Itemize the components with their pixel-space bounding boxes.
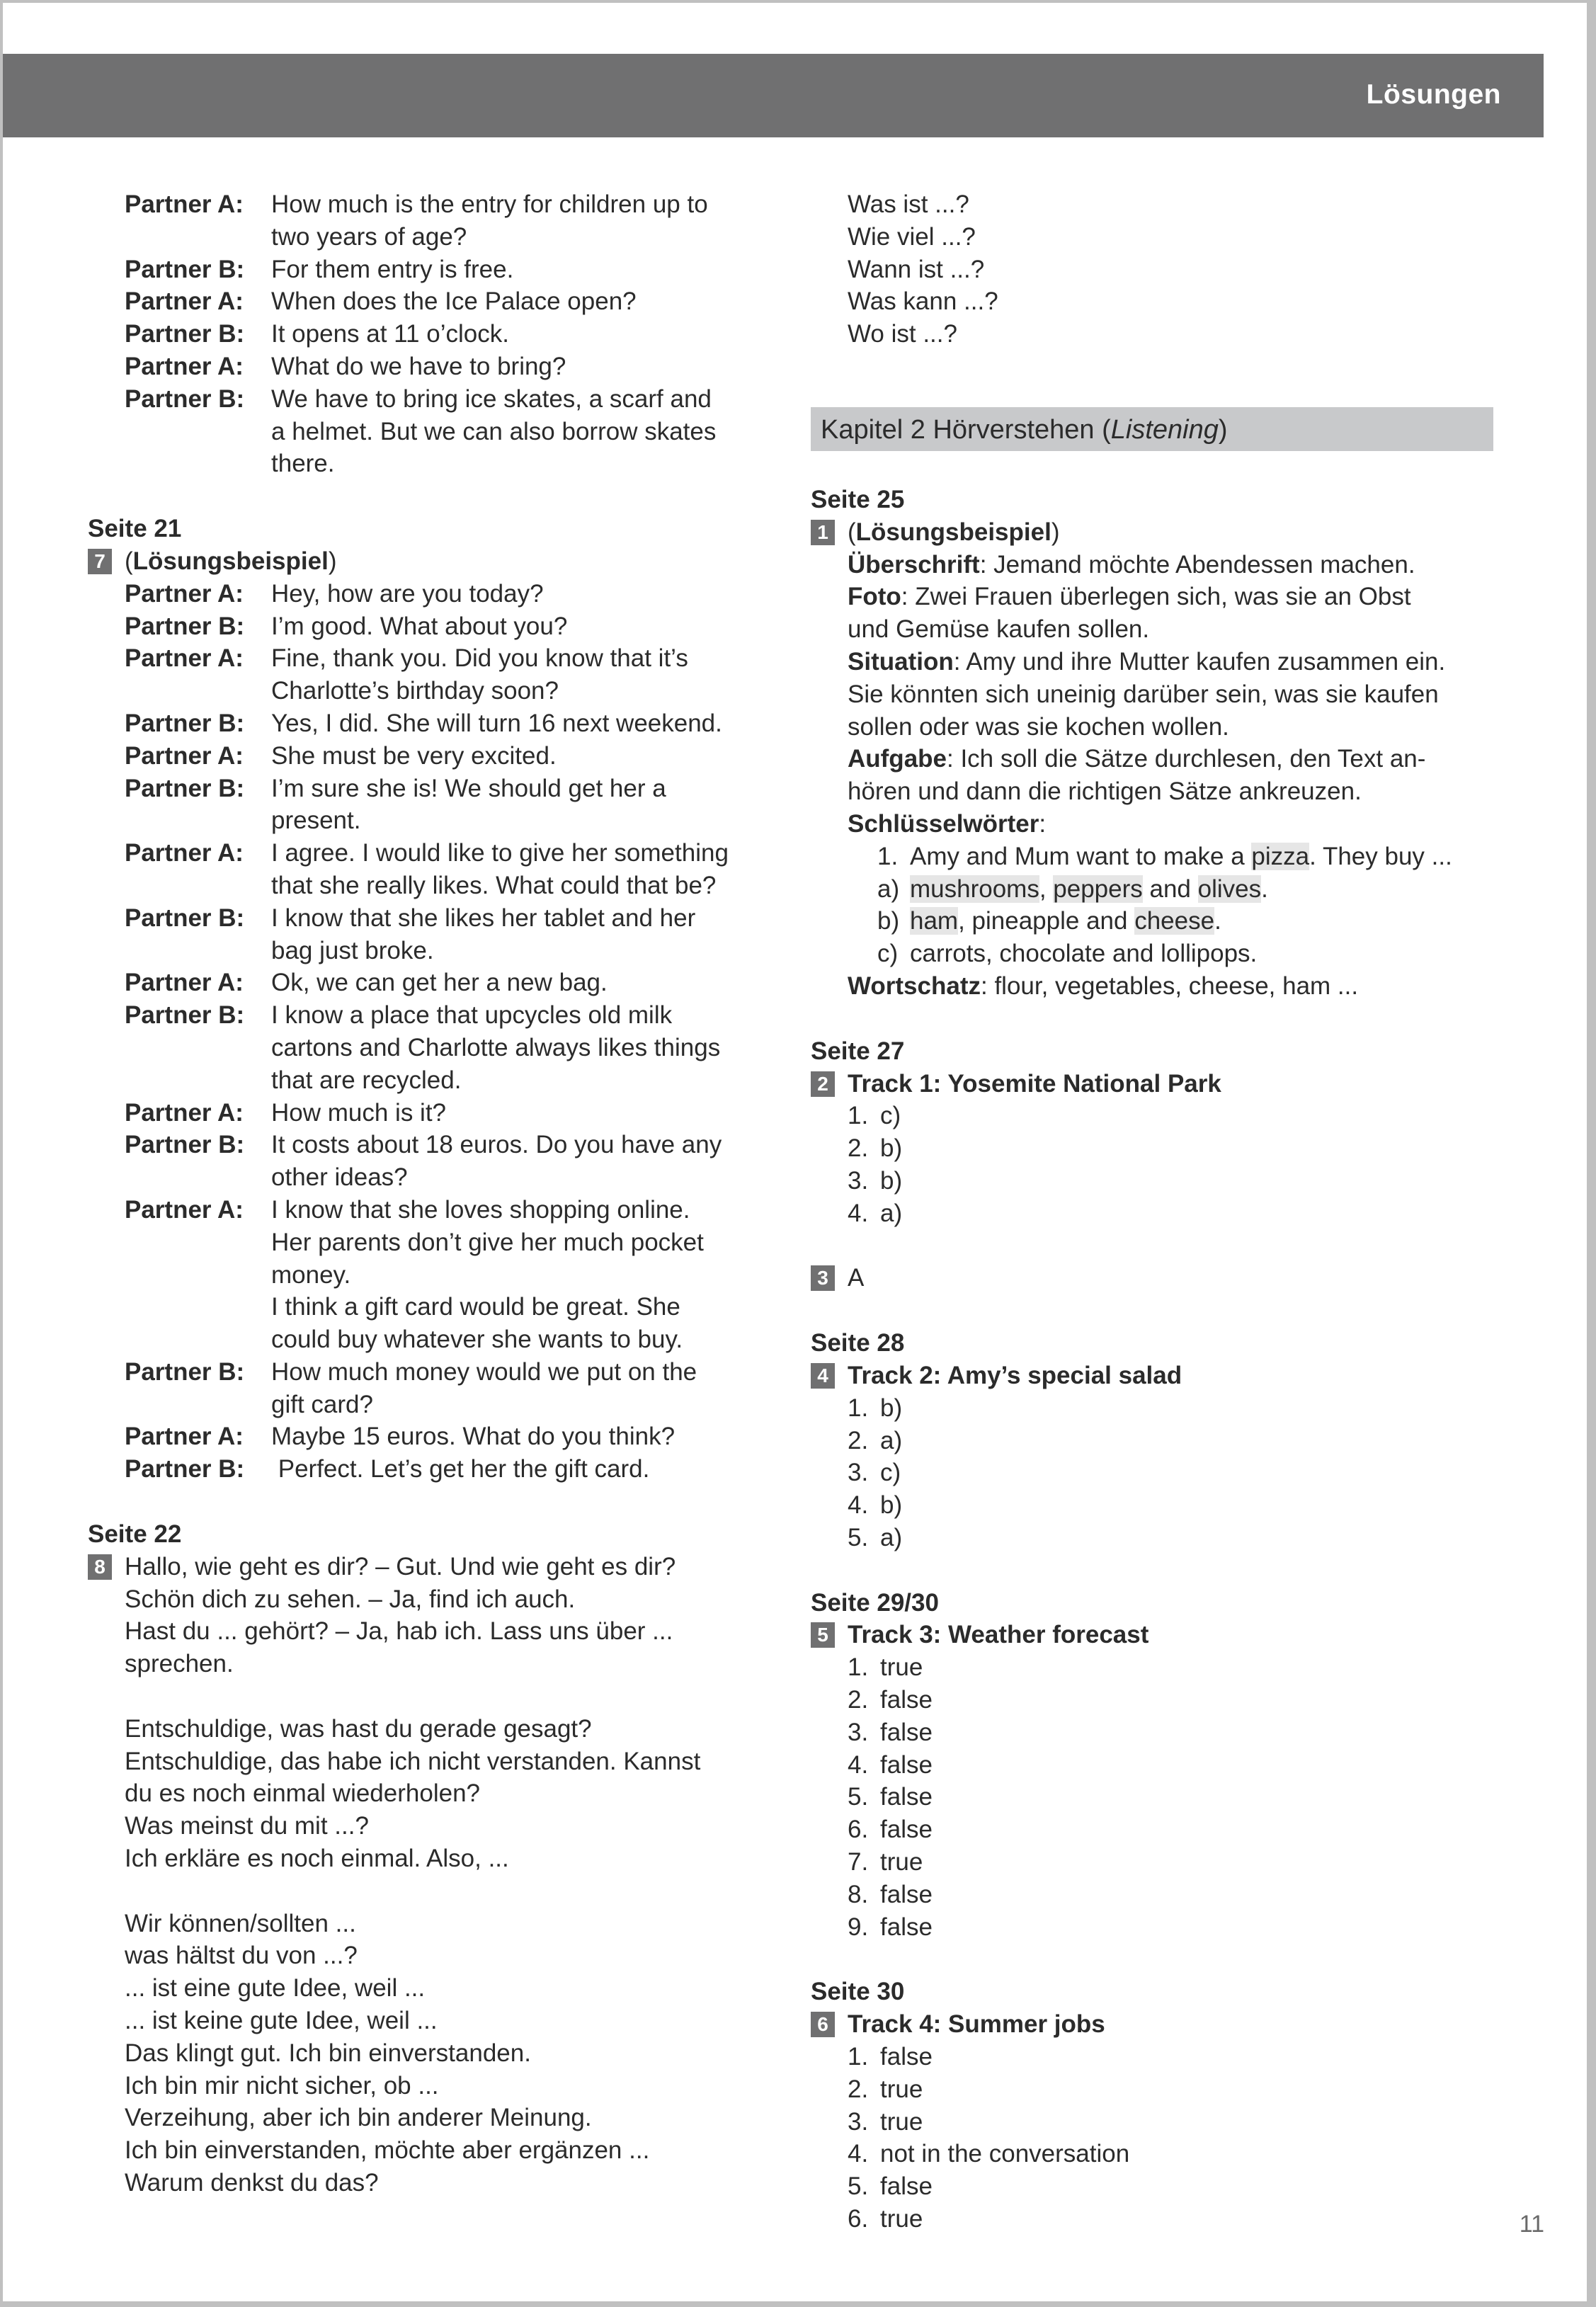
phrase-line: Warum denkst du das?: [125, 2169, 379, 2197]
foto-line-cont: und Gemüse kaufen sollen.: [848, 615, 1150, 644]
answer-number: 2.: [848, 1134, 869, 1163]
utterance-line: It opens at 11 o’clock.: [271, 320, 509, 348]
dialog-turn: [125, 383, 782, 480]
intro-dialog: [125, 188, 782, 480]
answer-value: A: [848, 1264, 865, 1292]
utterance-line: gift card?: [271, 1390, 373, 1418]
dialog-turn: [125, 773, 782, 838]
answer-number: 3.: [848, 2107, 869, 2136]
answer-item: [848, 1522, 1498, 1554]
phrase-line: Das klingt gut. Ich bin einverstanden.: [125, 2039, 531, 2067]
exercise-header: [88, 545, 782, 578]
phrase-line: du es noch einmal wiederholen?: [125, 1779, 480, 1808]
speaker-label: Partner A:: [125, 352, 244, 380]
answer-item: [848, 1165, 1498, 1197]
dialog-turn: [125, 1453, 782, 1486]
exercise-header: [88, 1551, 782, 1583]
answer-number: 1.: [848, 2043, 869, 2071]
answer-item: [848, 2170, 1498, 2203]
dialog-turn: [125, 1356, 782, 1421]
answer-value: a): [880, 1426, 903, 1454]
answer-value: b): [880, 1394, 903, 1422]
section-heading: Seite 29/30: [811, 1588, 939, 1617]
header-title: Lösungen: [1366, 79, 1501, 110]
speaker-label: Partner B:: [125, 1357, 245, 1386]
answer-item: [848, 1781, 1498, 1813]
section-heading: Seite 30: [811, 1978, 905, 2006]
answer-list: [848, 1651, 1498, 1943]
utterance-line: present.: [271, 807, 361, 835]
answer-value: false: [880, 1913, 933, 1941]
answer-value: false: [880, 2043, 933, 2071]
utterance: [271, 773, 782, 838]
utterance-line: I’m good. What about you?: [271, 612, 568, 640]
utterance-line: there.: [271, 450, 335, 478]
answer-value: false: [880, 1816, 933, 1844]
answer-number: 4.: [848, 1491, 869, 1520]
answer-number: 1.: [848, 1653, 869, 1682]
exercise-badge: 5: [811, 1622, 835, 1648]
utterance-line: I know that she loves shopping online.: [271, 1195, 690, 1224]
answer-value: c): [880, 1102, 901, 1130]
answer-item: [848, 1749, 1498, 1782]
phrase-line: ... ist keine gute Idee, weil ...: [125, 2007, 438, 2035]
answer-item: [848, 1651, 1498, 1684]
speaker-label: Partner B:: [125, 384, 245, 413]
exercise-title: Track 3: Weather forecast: [848, 1621, 1149, 1649]
utterance: [271, 578, 782, 610]
answer-item: [848, 1197, 1498, 1230]
utterance-line: How much is it?: [271, 1098, 447, 1127]
utterance: [271, 707, 782, 740]
question-line: Wo ist ...?: [848, 320, 957, 348]
answer-number: 5.: [848, 2172, 869, 2201]
answer-value: true: [880, 2205, 923, 2233]
answer-number: 1.: [848, 1394, 869, 1422]
answer-number: 2.: [848, 1686, 869, 1714]
dialog-turn: [125, 967, 782, 999]
answer-item: [848, 1684, 1498, 1716]
utterance: [271, 1356, 782, 1421]
left-column: [88, 188, 782, 2199]
speaker-label: Partner B:: [125, 320, 245, 348]
speaker-label: Partner A:: [125, 839, 244, 867]
keyword-highlight: ham: [910, 907, 959, 935]
answer-number: 4.: [848, 1750, 869, 1779]
speaker-label: Partner B:: [125, 255, 245, 283]
answer-number: 5.: [848, 1523, 869, 1551]
speaker-label: Partner A:: [125, 644, 244, 673]
section-heading: Seite 28: [811, 1329, 905, 1357]
answer-value: true: [880, 1653, 923, 1682]
answer-number: 3.: [848, 1459, 869, 1487]
keyword-highlight: olives: [1197, 875, 1262, 903]
utterance-line: How much money would we put on the: [271, 1357, 697, 1386]
answer-list: [848, 1100, 1498, 1229]
section-heading: Seite 27: [811, 1037, 905, 1065]
keyword-highlight: peppers: [1053, 875, 1143, 903]
dialog-turn: [125, 1194, 782, 1356]
utterance-line: two years of age?: [271, 222, 467, 251]
situation-line-cont: Sie könnten sich uneinig darüber sein, was sie kaufen: [848, 680, 1439, 708]
keyword-highlight: cheese: [1134, 907, 1215, 935]
answer-value: b): [880, 1134, 903, 1163]
exercise-title: Track 2: Amy’s special salad: [848, 1361, 1182, 1389]
utterance-line: What do we have to bring?: [271, 352, 566, 380]
situation-line-cont: sollen oder was sie kochen wollen.: [848, 712, 1229, 741]
dialog-turn: [125, 740, 782, 773]
question-line: Was kann ...?: [848, 287, 998, 316]
dialog-turn: [125, 318, 782, 351]
speaker-label: Partner A:: [125, 969, 244, 997]
keyword-item: b) ham, pineapple and cheese.: [877, 907, 1221, 935]
answer-value: false: [880, 2172, 933, 2201]
exercise-badge: 4: [811, 1363, 835, 1389]
exercise-badge: 8: [88, 1554, 112, 1580]
utterance-line: Ok, we can get her a new bag.: [271, 969, 608, 997]
answer-item: [848, 1392, 1498, 1425]
dialog-turn: [125, 188, 782, 254]
speaker-label: Partner A:: [125, 190, 244, 218]
phrase-line: Verzeihung, aber ich bin anderer Meinung.: [125, 2104, 592, 2132]
speaker-label: Partner A:: [125, 579, 244, 608]
utterance-line: cartons and Charlotte always likes things: [271, 1033, 721, 1061]
phrase-line: ... ist eine gute Idee, weil ...: [125, 1974, 426, 2003]
utterance: [271, 610, 782, 643]
question-line: Wie viel ...?: [848, 222, 976, 251]
answer-value: true: [880, 1848, 923, 1876]
exercise-header: [811, 2008, 1498, 2041]
dialog-turn: [125, 642, 782, 707]
utterance: [271, 1097, 782, 1129]
dialog-turn: [125, 254, 782, 286]
answer-number: 2.: [848, 1426, 869, 1454]
answer-list: [848, 1392, 1498, 1554]
utterance-line: I’m sure she is! We should get her a: [271, 774, 666, 802]
answer-value: a): [880, 1523, 903, 1551]
utterance-line: I know a place that upcycles old milk: [271, 1001, 673, 1030]
section-heading: Seite 22: [88, 1520, 182, 1549]
aufgabe-line: Aufgabe: Ich soll die Sätze durchlesen, den Text an-: [848, 745, 1426, 773]
utterance-line: How much is the entry for children up to: [271, 190, 708, 218]
dialog-turn: [125, 1097, 782, 1129]
dialog-seite-21: [125, 578, 782, 1486]
question-list: [848, 188, 1498, 351]
exercise-badge: 3: [811, 1265, 835, 1291]
utterance-line: I agree. I would like to give her something: [271, 839, 729, 867]
foto-line: Foto: Zwei Frauen überlegen sich, was sie an Obst: [848, 583, 1411, 611]
utterance-line: Perfect. Let’s get her the gift card.: [271, 1455, 650, 1483]
answer-value: false: [880, 1783, 933, 1811]
utterance-line: bag just broke.: [271, 936, 434, 964]
utterance: [271, 1420, 782, 1453]
utterance-line: When does the Ice Palace open?: [271, 287, 637, 316]
answer-item: [848, 1813, 1498, 1846]
answer-item: [848, 2106, 1498, 2138]
dialog-turn: [125, 351, 782, 383]
phrase-line: Hast du ... gehört? – Ja, hab ich. Lass uns über ...: [125, 1617, 673, 1646]
answer-item: [848, 1132, 1498, 1165]
speaker-label: Partner B:: [125, 774, 245, 802]
answer-item: [848, 1846, 1498, 1879]
exercise-badge: 6: [811, 2012, 835, 2037]
answer-value: a): [880, 1199, 903, 1227]
exercise-title: (Lösungsbeispiel): [125, 547, 337, 575]
utterance: [271, 318, 782, 351]
aufgabe-line-cont: hören und dann die richtigen Sätze ankreuzen.: [848, 777, 1362, 806]
utterance-line: I know that she likes her tablet and her: [271, 904, 696, 932]
dialog-turn: [125, 707, 782, 740]
section-heading: Seite 21: [88, 515, 182, 543]
phrase-blocks: [125, 1583, 782, 2199]
document-page: [3, 3, 1587, 2301]
answer-item: [848, 2041, 1498, 2073]
utterance: [271, 999, 782, 1096]
answer-item: [848, 1425, 1498, 1457]
keyword-highlight: pizza: [1251, 842, 1310, 870]
exercise-header: [811, 1262, 1498, 1294]
question-line: Wann ist ...?: [848, 255, 985, 283]
header-bar: [3, 54, 1544, 137]
dialog-turn: [125, 999, 782, 1096]
page-number: 11: [1519, 2211, 1544, 2238]
utterance-line: Charlotte’s birthday soon?: [271, 677, 559, 705]
right-column: [811, 188, 1498, 2235]
keyword-item: a) mushrooms, peppers and olives.: [877, 875, 1268, 903]
spacer: [125, 1875, 782, 1908]
answer-number: 3.: [848, 1166, 869, 1195]
exercise-title: (Lösungsbeispiel): [848, 518, 1060, 546]
dialog-turn: [125, 902, 782, 967]
exercise-badge: 2: [811, 1071, 835, 1097]
dialog-turn: [125, 578, 782, 610]
answer-item: [848, 1100, 1498, 1132]
exercise-title: Track 1: Yosemite National Park: [848, 1069, 1221, 1098]
utterance: [271, 383, 782, 480]
speaker-label: Partner B:: [125, 612, 245, 640]
speaker-label: Partner B:: [125, 1455, 245, 1483]
answer-number: 9.: [848, 1913, 869, 1941]
phrase-line: Entschuldige, das habe ich nicht verstanden. Kannst: [125, 1747, 701, 1775]
section-heading: Seite 25: [811, 485, 905, 513]
answer-item: [848, 2203, 1498, 2235]
utterance-line: that are recycled.: [271, 1066, 462, 1094]
utterance-line: Fine, thank you. Did you know that it’s: [271, 644, 688, 673]
utterance: [271, 1194, 782, 1356]
exercise-title: Track 4: Summer jobs: [848, 2010, 1105, 2039]
schluessel-line: Schlüsselwörter:: [848, 809, 1047, 838]
keyword-list: [877, 841, 1498, 970]
utterance-line: Yes, I did. She will turn 16 next weekend.: [271, 709, 722, 737]
utterance-line: that she really likes. What could that be?: [271, 871, 717, 899]
phrase-line: Was meinst du mit ...?: [125, 1812, 369, 1840]
utterance: [271, 902, 782, 967]
utterance-line: a helmet. But we can also borrow skates: [271, 417, 717, 445]
phrase-line: sprechen.: [125, 1650, 234, 1678]
answer-number: 6.: [848, 1816, 869, 1844]
answer-value: b): [880, 1491, 903, 1520]
exercise-header: [811, 1068, 1498, 1100]
answer-value: true: [880, 2107, 923, 2136]
answer-value: not in the conversation: [880, 2140, 1130, 2168]
question-line: Was ist ...?: [848, 190, 969, 218]
utterance-line: It costs about 18 euros. Do you have any: [271, 1131, 722, 1159]
dialog-turn: [125, 285, 782, 318]
dialog-turn: [125, 837, 782, 902]
exercise-header: [811, 1360, 1498, 1392]
answer-number: 7.: [848, 1848, 869, 1876]
phrase-line: Hallo, wie geht es dir? – Gut. Und wie geht es dir?: [125, 1552, 676, 1580]
utterance: [271, 837, 782, 902]
utterance: [271, 1453, 782, 1486]
ueberschrift-line: Überschrift: Jemand möchte Abendessen machen.: [848, 550, 1415, 579]
utterance-line: Hey, how are you today?: [271, 579, 544, 608]
answer-item: [848, 1457, 1498, 1489]
phrase-line: Entschuldige, was hast du gerade gesagt?: [125, 1714, 592, 1743]
keyword-item: c) carrots, chocolate and lollipops.: [877, 940, 1258, 968]
exercise-badge: 7: [88, 549, 112, 574]
phrase-line: Ich erkläre es noch einmal. Also, ...: [125, 1845, 509, 1873]
answer-number: 2.: [848, 2075, 869, 2103]
phrase-line: Ich bin mir nicht sicher, ob ...: [125, 2071, 439, 2100]
utterance-line: Maybe 15 euros. What do you think?: [271, 1423, 676, 1451]
dialog-turn: [125, 610, 782, 643]
answer-value: c): [880, 1459, 901, 1487]
answer-number: 1.: [848, 1102, 869, 1130]
utterance-line: could buy whatever she wants to buy.: [271, 1326, 683, 1354]
dialog-turn: [125, 1420, 782, 1453]
exercise-header: [811, 516, 1498, 549]
speaker-label: Partner A:: [125, 741, 244, 770]
speaker-label: Partner B:: [125, 904, 245, 932]
phrase-line: Schön dich zu sehen. – Ja, find ich auch.: [125, 1585, 576, 1613]
utterance-line: money.: [271, 1260, 351, 1289]
answer-item: [848, 2138, 1498, 2170]
phrase-line: was hältst du von ...?: [125, 1942, 358, 1970]
utterance: [271, 967, 782, 999]
utterance-line: For them entry is free.: [271, 255, 514, 283]
analysis-block: [848, 549, 1498, 1003]
speaker-label: Partner A:: [125, 1195, 244, 1224]
answer-value: false: [880, 1718, 933, 1746]
answer-value: false: [880, 1686, 933, 1714]
answer-number: 6.: [848, 2205, 869, 2233]
wortschatz-line: Wortschatz: flour, vegetables, cheese, ham ...: [848, 972, 1359, 1000]
situation-line: Situation: Amy und ihre Mutter kaufen zusammen ein.: [848, 647, 1446, 676]
spacer: [125, 1680, 782, 1713]
answer-number: 4.: [848, 2140, 869, 2168]
utterance: [271, 1129, 782, 1194]
speaker-label: Partner A:: [125, 1423, 244, 1451]
answer-value: b): [880, 1166, 903, 1195]
keyword-highlight: mushrooms: [910, 875, 1039, 903]
speaker-label: Partner B:: [125, 709, 245, 737]
answer-item: [848, 1879, 1498, 1911]
keyword-item: 1. Amy and Mum want to make a pizza. They buy ...: [877, 842, 1452, 870]
answer-item: [848, 1716, 1498, 1749]
answer-item: [848, 1911, 1498, 1944]
utterance: [271, 254, 782, 286]
phrase-line: Wir können/sollten ...: [125, 1909, 356, 1937]
exercise-header: [811, 1619, 1498, 1651]
utterance: [271, 740, 782, 773]
speaker-label: Partner A:: [125, 1098, 244, 1127]
speaker-label: Partner A:: [125, 287, 244, 316]
answer-item: [848, 1489, 1498, 1522]
dialog-turn: [125, 1129, 782, 1194]
answer-value: true: [880, 2075, 923, 2103]
utterance-line: Her parents don’t give her much pocket: [271, 1228, 704, 1256]
utterance-line: We have to bring ice skates, a scarf and: [271, 384, 712, 413]
phrase-line: Ich bin einverstanden, möchte aber ergänzen ...: [125, 2136, 650, 2165]
answer-item: [848, 2073, 1498, 2106]
answer-value: false: [880, 1750, 933, 1779]
utterance-line: other ideas?: [271, 1163, 408, 1192]
utterance: [271, 642, 782, 707]
answer-number: 3.: [848, 1718, 869, 1746]
exercise-badge: 1: [811, 520, 835, 545]
answer-number: 5.: [848, 1783, 869, 1811]
speaker-label: Partner B:: [125, 1131, 245, 1159]
answer-number: 4.: [848, 1199, 869, 1227]
utterance: [271, 351, 782, 383]
answer-list: [848, 2041, 1498, 2235]
answer-number: 8.: [848, 1880, 869, 1908]
utterance: [271, 188, 782, 254]
answer-value: false: [880, 1880, 933, 1908]
utterance: [271, 285, 782, 318]
utterance-line: I think a gift card would be great. She: [271, 1293, 680, 1321]
chapter-heading: Kapitel 2 Hörverstehen (Listening): [811, 407, 1493, 451]
utterance-line: She must be very excited.: [271, 741, 557, 770]
speaker-label: Partner B:: [125, 1001, 245, 1030]
